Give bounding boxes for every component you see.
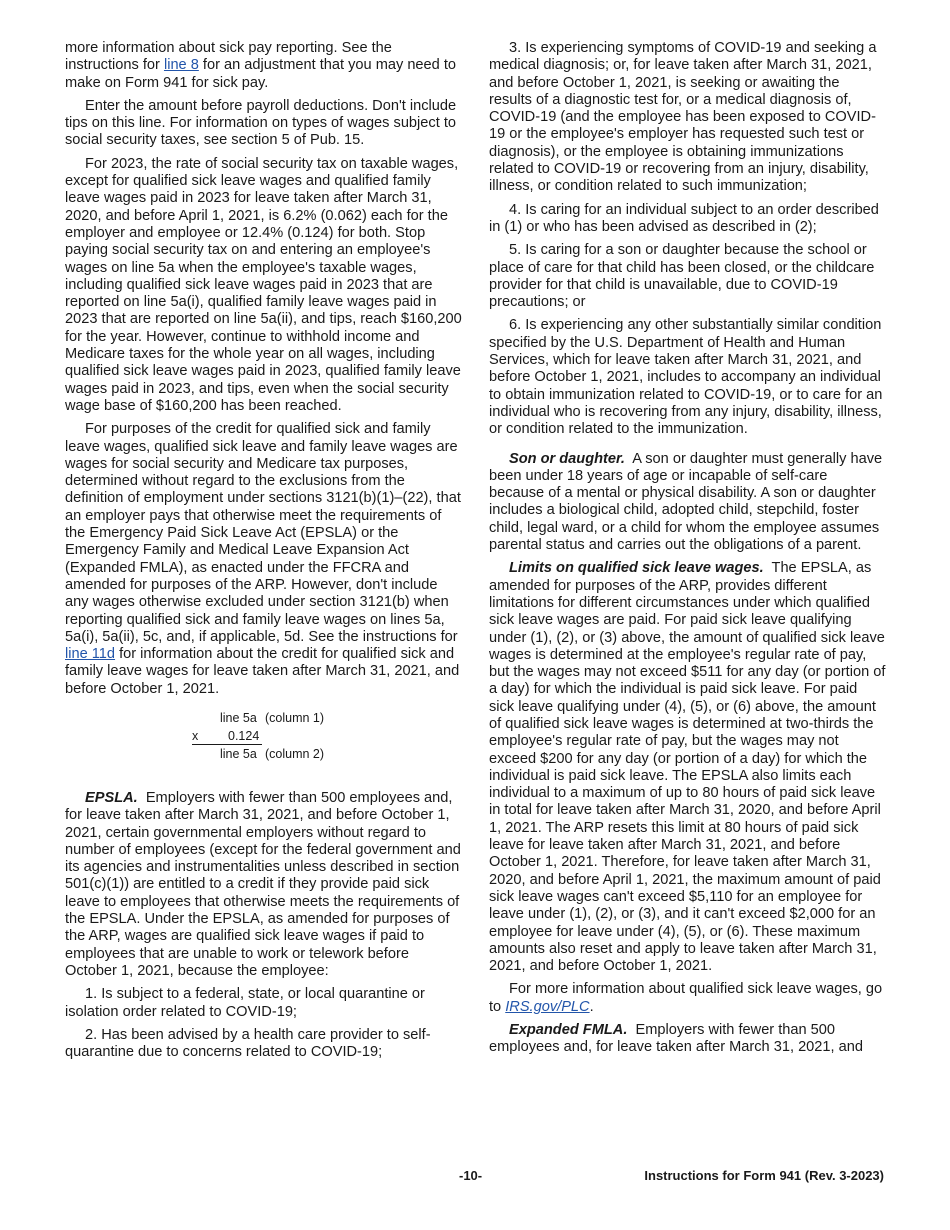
calc-rule (192, 744, 262, 745)
paragraph-son-or-daughter: Son or daughter. A son or daughter must generally have been under 18 years of age or incapable of self-care because of a mental or physical disability. A son or daughter includes a biological child, adopted child, stepchild, foster child, legal ward, or a child for whom the employee assumes parental status and carries out the obligations of a parent. (489, 450, 883, 554)
epsla-heading: EPSLA. (85, 789, 138, 806)
paragraph-expanded-fmla: Expanded FMLA. Employers with fewer than 500 employees and, for leave taken after March 31, 2021, and (489, 1022, 863, 1056)
calc-factor: 0.124 (228, 728, 260, 743)
right-column (489, 40, 886, 1063)
list-item-5: 5. Is caring for a son or daughter because the school or place of care for that child has been closed, or the childcare provider for that child is unavailable, due to COVID-19 precautions; or (489, 242, 875, 311)
left-column (65, 40, 463, 1067)
calc-line-5a-bottom: line 5a (220, 746, 257, 761)
line-8-link[interactable]: line 8 (163, 57, 199, 74)
calc-column-2: (column 2) (265, 746, 325, 761)
limits-heading: Limits on qualified sick leave wages. (509, 560, 764, 577)
paragraph-sick-pay: more information about sick pay reporting. See the instructions for line 8 for an adjustment that you may need to make on Form 941 for sick pay. (65, 40, 457, 91)
list-item-1: 1. Is subject to a federal, state, or local quarantine or isolation order related to COVID-19; (65, 986, 425, 1020)
paragraph-limits: Limits on qualified sick leave wages. The EPSLA, as amended for purposes of the ARP, provides different limitations for different circumstances under which qualified sick leave wages are paid. For paid sick leave qualifying under (1), (2), or (3) above, the amount of qualified sick leave wages is determined at the employee's regular rate of pay, but the wages may not exceed $511 for any day (or portion of a day) for which the individual is paid sick leave. For paid sick leave qualifying under (4), (5), or (6) above, the amount of qualified sick leave wages is determined at two-thirds the employee's regular rate of pay, but the wages may not exceed $200 for any day (or portion of a day) for which the individual is paid sick leave. The EPSLA also limits each individual to a maximum of up to 80 hours of paid sick leave in total for leave taken after March 31, 2020, and before April 1, 2021. The ARP resets this limit at 80 hours of paid sick leave for leave taken after March 31, 2021, and before October 1, 2021. Therefore, for leave taken after March 31, 2020, and before April 1, 2021, the maximum amount of paid sick leave wages can't exceed $5,110 for an employee for leave under (1), (2), or (3), and it can't exceed $2,000 for an employee for leave under (4), (5), or (6). These maximum amounts also reset and apply to leave taken after March 31, 2021, and before October 1, 2021. (489, 560, 886, 975)
line-11d-link[interactable]: line 11d (65, 646, 116, 663)
form-title: Instructions for Form 941 (Rev. 3-2023) (644, 1168, 884, 1183)
paragraph-tax-rate: For 2023, the rate of social security tax on taxable wages, except for qualified sick leave wages and qualified family leave wages paid in 2023 for leave taken after March 31, 2020, and before April 1, 2021, is 6.2% (0.062) each for the employer and employee or 12.4% (0.124) for both. Stop paying social security tax on and entering an employee's wages on line 5a when the employee's taxable wages, including qualified sick leave wages paid in 2023 that are reported on line 5a(i), qualified family leave wages paid in 2023 that are reported on line 5a(ii), and tips, reach $160,200 for the year. However, continue to withhold income and Medicare taxes for the whole year on all wages, including qualified sick leave wages paid in 2023, qualified family leave wages paid in 2023, and tips, even when the social security wage base of $160,200 has been reached. (65, 155, 462, 414)
list-item-3: 3. Is experiencing symptoms of COVID-19 and seeking a medical diagnosis; or, for leave taken after March 31, 2021, and before October 1, 2021, is seeking or awaiting the results of a diagnostic test for, or a medical diagnosis of, COVID-19 (and the employee has been exposed to COVID-19 or the employee's employer has requested such test or diagnosis), or the employee is obtaining immunizations related to COVID-19 or recovering from an injury, disability, illness, or condition related to such immunization; (489, 40, 877, 195)
irs-plc-link[interactable]: IRS.gov/PLC (505, 998, 590, 1015)
paragraph-credit-purposes: For purposes of the credit for qualified sick and family leave wages, qualified sick leave and family leave wages are wages for social security and Medicare tax purposes, determined without regard to the exclusions from the definition of employment under sections 3121(b)(1)–(22), that an employer pays that otherwise meet the requirements of the Emergency Paid Sick Leave Act (EPSLA) or the Emergency Family and Medical Leave Expansion Act (Expanded FMLA), as enacted under the FFCRA and amended for purposes of the ARP. However, don't include any wages otherwise excluded under section 3121(b) when reporting qualified sick and family leave wages on lines 5a, 5a(i), 5a(ii), 5c, and, if applicable, 5d. See the instructions for line 11d for information about the credit for qualified sick and family leave wages for leave taken after March 31, 2021, and before October 1, 2021. (65, 421, 461, 697)
son-or-daughter-heading: Son or daughter. (509, 450, 625, 467)
list-item-6: 6. Is experiencing any other substantially similar condition specified by the U.S. Department of Health and Human Services, which for leave taken after March 31, 2021, and before October 1, 2021, includes to accompany an individual to obtain immunization related to COVID-19, or to care for an individual who is recovering from any injury, disability, illness, or condition related to the immunization. (489, 317, 883, 438)
list-item-4: 4. Is caring for an individual subject to an order described in (1) or who has been advised as described in (2); (489, 201, 879, 235)
page-number: -10- (459, 1168, 483, 1183)
paragraph-payroll-deductions: Enter the amount before payroll deductions. Don't include tips on this line. For information on types of wages subject to social security taxes, see section 5 of Pub. 15. (65, 97, 457, 149)
calc-multiply-sign: x (192, 728, 199, 743)
calc-line-5a-top: line 5a (220, 710, 257, 725)
calculation-box (65, 704, 463, 778)
expanded-fmla-heading: Expanded FMLA. (509, 1022, 628, 1039)
paragraph-epsla: EPSLA. Employers with fewer than 500 employees and, for leave taken after March 31, 2021, and before October 1, 2021, certain governmental employers without regard to number of employees (except for the federal government and its agencies and instrumentalities unless described in section 501(c)(1)) are entitled to a credit if they provide paid sick leave to employees that otherwise meets the requirements of the EPSLA. Under the EPSLA, as amended for purposes of the ARP, wages are qualified sick leave wages if paid to employees that are unable to work or telework before October 1, 2021, because the employee: (65, 789, 461, 979)
calc-column-1: (column 1) (265, 710, 325, 725)
paragraph-more-info: For more information about qualified sick leave wages, go to IRS.gov/PLC. (489, 981, 883, 1015)
list-item-2: 2. Has been advised by a health care provider to self-quarantine due to concerns related to COVID-19; (65, 1026, 431, 1061)
